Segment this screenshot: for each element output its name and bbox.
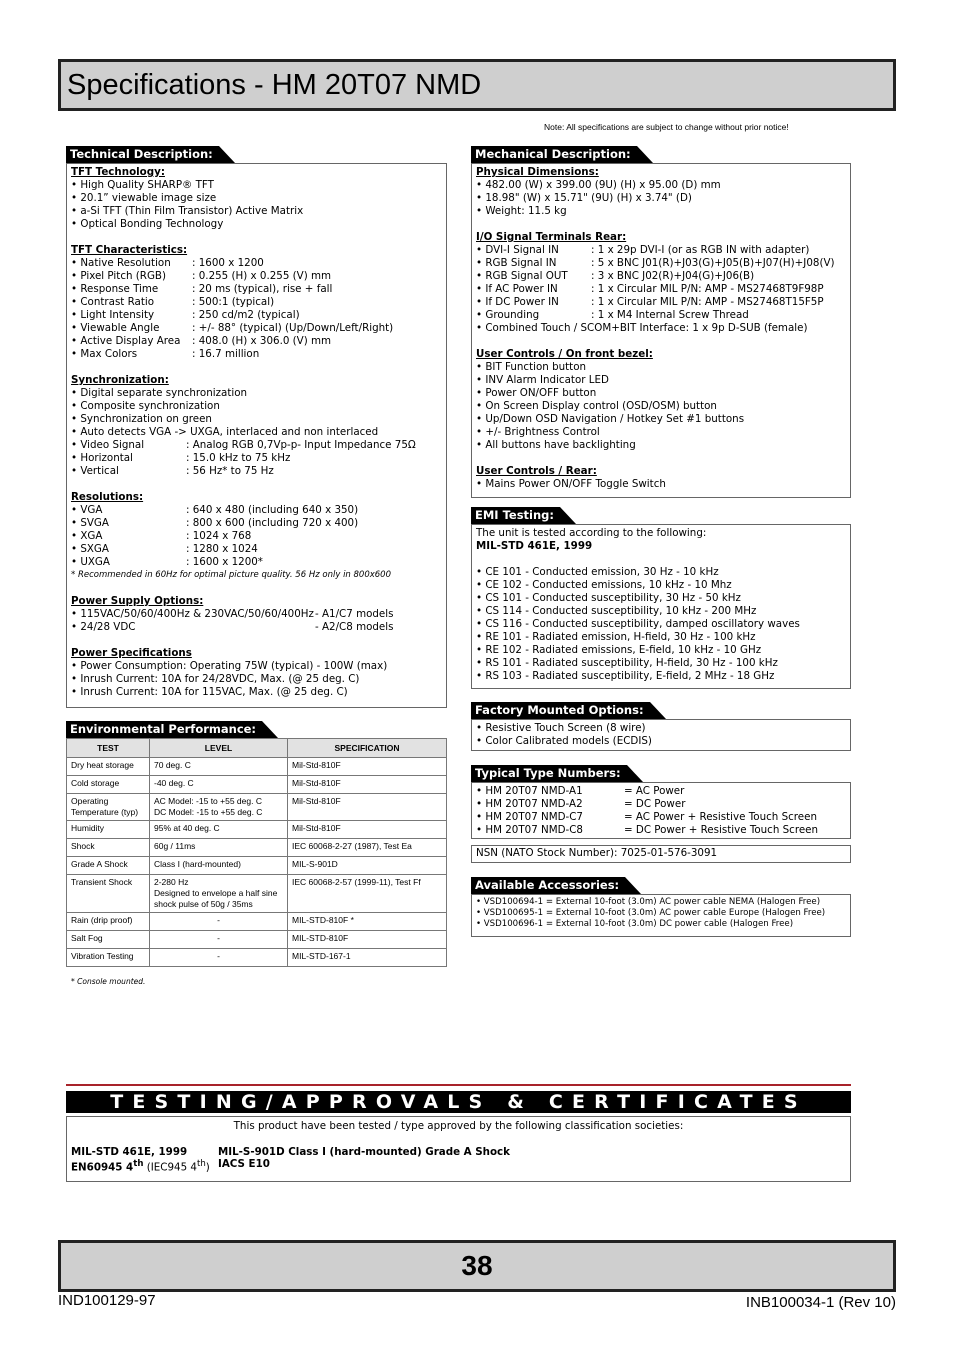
- list-item: • VSD100696-1 = External 10-foot (3.0m) DC power cable (Halogen Free): [476, 919, 794, 929]
- list-item: [71, 309, 442, 322]
- cell-spec: IEC 60068-2-57 (1999-11), Test Ff: [288, 875, 447, 913]
- tft-characteristics-title: TFT Characteristics:: [71, 244, 188, 256]
- table-row: [67, 949, 447, 967]
- tft-technology-title: TFT Technology:: [71, 166, 165, 178]
- list-item: [476, 270, 846, 283]
- cert-box: [66, 1116, 851, 1182]
- list-item: • CS 101 - Conducted susceptibility, 30 Hz - 50 kHz: [476, 592, 741, 604]
- cell-test: Transient Shock: [67, 875, 150, 913]
- item-value: = DC Power: [624, 798, 686, 810]
- item-label: • Contrast Ratio: [71, 296, 155, 308]
- spec-note: Note: All specifications are subject to change without prior notice!: [544, 122, 789, 132]
- cell-level: -: [150, 913, 288, 931]
- item-label: • Response Time: [71, 283, 159, 295]
- list-item: [476, 798, 846, 811]
- footer-left-code: IND100129-97: [58, 1292, 156, 1309]
- item-value: : 250 cd/m2 (typical): [192, 309, 300, 321]
- cell-test: Operating Temperature (typ): [67, 794, 150, 821]
- item-label: • 115VAC/50/60/400Hz & 230VAC/50/60/400Hz: [71, 608, 314, 620]
- technical-box: [66, 163, 447, 708]
- physical-dimensions-title: Physical Dimensions:: [476, 166, 599, 178]
- table-row: [67, 875, 447, 913]
- rear-controls-title: User Controls / Rear:: [476, 465, 597, 477]
- list-item: • INV Alarm Indicator LED: [476, 374, 609, 386]
- technical-heading: Technical Description:: [66, 146, 219, 163]
- cert-iacs: IACS E10: [218, 1158, 270, 1170]
- cell-spec: Mil-Std-810F: [288, 776, 447, 794]
- list-item: [71, 257, 442, 270]
- cert-en60945: EN60945 4th (IEC945 4th): [71, 1159, 210, 1174]
- item-value: : 640 x 480 (including 640 x 350): [186, 504, 359, 516]
- item-value: : 1 x 29p DVI-I (or as RGB IN with adapter): [591, 244, 810, 256]
- emi-section: [471, 504, 851, 689]
- item-value: : 1600 x 1200: [192, 257, 264, 269]
- item-label: • Light Intensity: [71, 309, 155, 321]
- environmental-note: * Console mounted.: [71, 977, 146, 986]
- io-terminals-list: [476, 244, 846, 322]
- table-row: [67, 857, 447, 875]
- list-item: • 20.1” viewable image size: [71, 192, 217, 204]
- table-row: [67, 839, 447, 857]
- list-item: [71, 439, 442, 452]
- accessories-section: [471, 874, 851, 937]
- list-item: [71, 504, 442, 517]
- environmental-section: [66, 718, 447, 986]
- emi-box: [471, 524, 851, 689]
- item-label: • Active Display Area: [71, 335, 181, 347]
- list-item: • Inrush Current: 10A for 115VAC, Max. (@ 25 deg. C): [71, 686, 348, 698]
- factory-section: [471, 699, 851, 751]
- col-level: LEVEL: [150, 739, 288, 758]
- item-value: = AC Power: [624, 785, 685, 797]
- cert-divider: [66, 1084, 851, 1086]
- list-item: • VSD100694-1 = External 10-foot (3.0m) AC power cable NEMA (Halogen Free): [476, 897, 821, 907]
- list-item: [71, 621, 442, 634]
- list-item: [476, 283, 846, 296]
- item-value: : 1280 x 1024: [186, 543, 258, 555]
- cell-test: Vibration Testing: [67, 949, 150, 967]
- list-item: [476, 296, 846, 309]
- list-item: • Color Calibrated models (ECDIS): [476, 735, 652, 747]
- rear-controls-list: [476, 478, 846, 491]
- item-value: = AC Power + Resistive Touch Screen: [624, 811, 817, 823]
- item-value: : +/- 88° (typical) (Up/Down/Left/Right): [192, 322, 394, 334]
- list-item: [71, 348, 442, 361]
- item-value: - A1/C7 models: [315, 608, 394, 620]
- list-item: • +/- Brightness Control: [476, 426, 600, 438]
- environmental-table: [66, 738, 447, 967]
- cell-spec: MIL-STD-167-1: [288, 949, 447, 967]
- list-item: [476, 785, 846, 798]
- list-item: • Power ON/OFF button: [476, 387, 597, 399]
- accessories-heading: Available Accessories:: [471, 877, 625, 894]
- item-value: : 1 x M4 Internal Screw Thread: [591, 309, 749, 321]
- list-item: • Weight: 11.5 kg: [476, 205, 567, 217]
- list-item: [476, 309, 846, 322]
- resolutions-title: Resolutions:: [71, 491, 144, 503]
- list-item: [71, 608, 442, 621]
- synchronization-title: Synchronization:: [71, 374, 169, 386]
- item-label: • 24/28 VDC: [71, 621, 136, 633]
- cell-level: -: [150, 931, 288, 949]
- item-label: • Vertical: [71, 465, 119, 477]
- item-label: • XGA: [71, 530, 103, 542]
- power-spec-list: [71, 660, 442, 699]
- cell-level: 70 deg. C: [150, 758, 288, 776]
- cell-test: Cold storage: [67, 776, 150, 794]
- item-value: : Analog RGB 0,7Vp-p- Input Impedance 75Ω: [186, 439, 416, 451]
- item-value: : 1024 x 768: [186, 530, 252, 542]
- item-label: • Horizontal: [71, 452, 133, 464]
- front-controls-title: User Controls / On front bezel:: [476, 348, 653, 360]
- synchronization-signals: [71, 439, 442, 478]
- cell-level: Class I (hard-mounted): [150, 857, 288, 875]
- footer-bar: [58, 1240, 896, 1292]
- item-value: : 800 x 600 (including 720 x 400): [186, 517, 359, 529]
- list-item: • BIT Function button: [476, 361, 587, 373]
- emi-heading: EMI Testing:: [471, 507, 560, 524]
- table-row: [67, 821, 447, 839]
- list-item: • Synchronization on green: [71, 413, 212, 425]
- list-item: [71, 530, 442, 543]
- item-value: : 5 x BNC J01(R)+J03(G)+J05(B)+J07(H)+J08(V): [591, 257, 835, 269]
- accessories-box: [471, 894, 851, 937]
- cell-test: Dry heat storage: [67, 758, 150, 776]
- item-value: : 408.0 (H) x 306.0 (V) mm: [192, 335, 332, 347]
- cell-test: Rain (drip proof): [67, 913, 150, 931]
- list-item: • RE 101 - Radiated emission, H-field, 30 Hz - 100 kHz: [476, 631, 756, 643]
- cell-spec: MIL-S-901D: [288, 857, 447, 875]
- synchronization-list: [71, 387, 442, 439]
- list-item: [71, 465, 442, 478]
- cell-spec: Mil-Std-810F: [288, 758, 447, 776]
- typical-heading: Typical Type Numbers:: [471, 765, 627, 782]
- item-label: • Viewable Angle: [71, 322, 160, 334]
- cell-spec: Mil-Std-810F: [288, 794, 447, 821]
- table-row: [67, 913, 447, 931]
- typical-list: [476, 785, 846, 837]
- emi-intro: The unit is tested according to the following:: [476, 527, 707, 539]
- cell-test: Grade A Shock: [67, 857, 150, 875]
- list-item: [476, 244, 846, 257]
- mechanical-box: [471, 163, 851, 498]
- list-item: • Power Consumption: Operating 75W (typical) - 100W (max): [71, 660, 388, 672]
- list-item: • CE 101 - Conducted emission, 30 Hz - 10 kHz: [476, 566, 719, 578]
- list-item: [71, 517, 442, 530]
- item-value: : 20 ms (typical), rise + fall: [192, 283, 333, 295]
- item-value: : 1 x Circular MIL P/N: AMP - MS27468T9F98P: [591, 283, 824, 295]
- cell-test: Salt Fog: [67, 931, 150, 949]
- item-label: • HM 20T07 NMD-A1: [476, 785, 583, 797]
- item-value: : 56 Hz* to 75 Hz: [186, 465, 274, 477]
- physical-dimensions-list: [476, 179, 846, 218]
- cell-spec: MIL-STD-810F: [288, 931, 447, 949]
- list-item: • Auto detects VGA -> UXGA, interlaced and non interlaced: [71, 426, 379, 438]
- io-terminals-title: I/O Signal Terminals Rear:: [476, 231, 627, 243]
- list-item: • Composite synchronization: [71, 400, 220, 412]
- list-item: • 482.00 (W) x 399.00 (9U) (H) x 95.00 (D) mm: [476, 179, 721, 191]
- list-item: [476, 811, 846, 824]
- cell-level: 2-280 Hz Designed to envelope a half sine shock pulse of 50g / 35ms: [150, 875, 288, 913]
- list-item: [71, 283, 442, 296]
- item-value: : 0.255 (H) x 0.255 (V) mm: [192, 270, 332, 282]
- item-value: : 1 x Circular MIL P/N: AMP - MS27468T15F5P: [591, 296, 824, 308]
- list-item: • CS 114 - Conducted susceptibility, 10 kHz - 200 MHz: [476, 605, 757, 617]
- power-supply-title: Power Supply Options:: [71, 595, 204, 607]
- typical-section: [471, 762, 851, 863]
- cell-level: 95% at 40 deg. C: [150, 821, 288, 839]
- tft-technology-list: [71, 179, 442, 231]
- list-item: • CS 116 - Conducted susceptibility, damped oscillatory waves: [476, 618, 800, 630]
- resolutions-list: [71, 504, 442, 569]
- item-label: • HM 20T07 NMD-C7: [476, 811, 583, 823]
- list-item: • Optical Bonding Technology: [71, 218, 224, 230]
- cell-spec: MIL-STD-810F *: [288, 913, 447, 931]
- front-controls-list: [476, 361, 846, 452]
- list-item: • VSD100695-1 = External 10-foot (3.0m) AC power cable Europe (Halogen Free): [476, 908, 826, 918]
- table-row: [67, 776, 447, 794]
- col-test: TEST: [67, 739, 150, 758]
- cert-intro: This product have been tested / type approved by the following classification societies:: [233, 1120, 684, 1132]
- resolutions-note: * Recommended in 60Hz for optimal picture quality. 56 Hz only in 800x600: [71, 570, 391, 580]
- cell-level: -: [150, 949, 288, 967]
- item-label: • Max Colors: [71, 348, 138, 360]
- item-value: : 1600 x 1200*: [186, 556, 263, 568]
- list-item: • CE 102 - Conducted emissions, 10 kHz - 10 Mhz: [476, 579, 732, 591]
- item-value: : 15.0 kHz to 75 kHz: [186, 452, 291, 464]
- cell-spec: Mil-Std-810F: [288, 821, 447, 839]
- item-value: : 16.7 million: [192, 348, 260, 360]
- list-item: • On Screen Display control (OSD/OSM) button: [476, 400, 717, 412]
- list-item: • a-Si TFT (Thin Film Transistor) Active Matrix: [71, 205, 304, 217]
- item-label: • RGB Signal OUT: [476, 270, 568, 282]
- item-label: • HM 20T07 NMD-C8: [476, 824, 583, 836]
- list-item: [71, 556, 442, 569]
- list-item: • Mains Power ON/OFF Toggle Switch: [476, 478, 666, 490]
- item-label: • SVGA: [71, 517, 109, 529]
- page-title: Specifications - HM 20T07 NMD: [67, 69, 482, 101]
- list-item: [71, 296, 442, 309]
- list-item: • Inrush Current: 10A for 24/28VDC, Max. (@ 25 deg. C): [71, 673, 360, 685]
- list-item: • All buttons have backlighting: [476, 439, 636, 451]
- typical-box: [471, 782, 851, 839]
- footer-right-code: INB100034-1 (Rev 10): [745, 1294, 896, 1311]
- col-specification: SPECIFICATION: [288, 739, 447, 758]
- power-spec-title: Power Specifications: [71, 647, 192, 659]
- item-label: • UXGA: [71, 556, 110, 568]
- io-interface: • Combined Touch / SCOM+BIT Interface: 1 x 9p D-SUB (female): [476, 322, 808, 334]
- item-label: • Grounding: [476, 309, 540, 321]
- list-item: • RE 102 - Radiated emissions, E-field, 10 kHz - 10 GHz: [476, 644, 762, 656]
- list-item: [476, 824, 846, 837]
- factory-heading: Factory Mounted Options:: [471, 702, 650, 719]
- list-item: [476, 257, 846, 270]
- item-label: • Pixel Pitch (RGB): [71, 270, 167, 282]
- cell-level: -40 deg. C: [150, 776, 288, 794]
- item-value: = DC Power + Resistive Touch Screen: [624, 824, 819, 836]
- page-number: 38: [461, 1250, 493, 1281]
- item-value: : 500:1 (typical): [192, 296, 275, 308]
- cert-mil-s-901d: MIL-S-901D Class I (hard-mounted) Grade A Shock: [218, 1146, 511, 1158]
- cert-mil-std: MIL-STD 461E, 1999: [71, 1146, 188, 1158]
- list-item: • 18.98" (W) x 15.71" (9U) (H) x 3.74" (D): [476, 192, 692, 204]
- tft-characteristics-list: [71, 257, 442, 361]
- item-value: - A2/C8 models: [315, 621, 394, 633]
- table-row: [67, 758, 447, 776]
- list-item: • RS 101 - Radiated susceptibility, H-field, 30 Hz - 100 kHz: [476, 657, 778, 669]
- cell-spec: IEC 60068-2-27 (1987), Test Ea: [288, 839, 447, 857]
- item-label: • Video Signal: [71, 439, 145, 451]
- factory-box: [471, 719, 851, 751]
- power-supply-list: [71, 608, 442, 634]
- mechanical-heading: Mechanical Description:: [471, 146, 637, 163]
- item-label: • HM 20T07 NMD-A2: [476, 798, 583, 810]
- table-row: [67, 794, 447, 821]
- cert-title: TESTING/APPROVALS & CERTIFICATES: [66, 1091, 851, 1113]
- title-bar: [58, 59, 896, 111]
- technical-section: [66, 143, 447, 708]
- list-item: • Up/Down OSD Navigation / Hotkey Set #1 buttons: [476, 413, 745, 425]
- item-value: : 3 x BNC J02(R)+J04(G)+J06(B): [591, 270, 755, 282]
- list-item: [71, 452, 442, 465]
- emi-standard: MIL-STD 461E, 1999: [476, 540, 593, 552]
- emi-list: [476, 566, 846, 683]
- list-item: [71, 543, 442, 556]
- item-label: • RGB Signal IN: [476, 257, 557, 269]
- list-item: • High Quality SHARP® TFT: [71, 179, 214, 191]
- cell-level: 60g / 11ms: [150, 839, 288, 857]
- item-label: • If DC Power IN: [476, 296, 559, 308]
- nsn-box: [471, 845, 851, 863]
- list-item: [71, 322, 442, 335]
- accessories-list: [476, 897, 846, 930]
- cell-test: Shock: [67, 839, 150, 857]
- list-item: [71, 335, 442, 348]
- item-label: • DVI-I Signal IN: [476, 244, 559, 256]
- cell-test: Humidity: [67, 821, 150, 839]
- table-row: [67, 931, 447, 949]
- item-label: • If AC Power IN: [476, 283, 558, 295]
- item-label: • Native Resolution: [71, 257, 171, 269]
- mechanical-section: [471, 143, 851, 498]
- list-item: • RS 103 - Radiated susceptibility, E-field, 2 MHz - 18 GHz: [476, 670, 775, 682]
- list-item: • Digital separate synchronization: [71, 387, 248, 399]
- item-label: • VGA: [71, 504, 103, 516]
- list-item: • Resistive Touch Screen (8 wire): [476, 722, 646, 734]
- cell-level: AC Model: -15 to +55 deg. C DC Model: -15 to +55 deg. C: [150, 794, 288, 821]
- nsn-number: NSN (NATO Stock Number): 7025-01-576-3091: [476, 847, 718, 859]
- environmental-heading: Environmental Performance:: [66, 721, 262, 738]
- factory-list: [476, 722, 846, 748]
- list-item: [71, 270, 442, 283]
- item-label: • SXGA: [71, 543, 109, 555]
